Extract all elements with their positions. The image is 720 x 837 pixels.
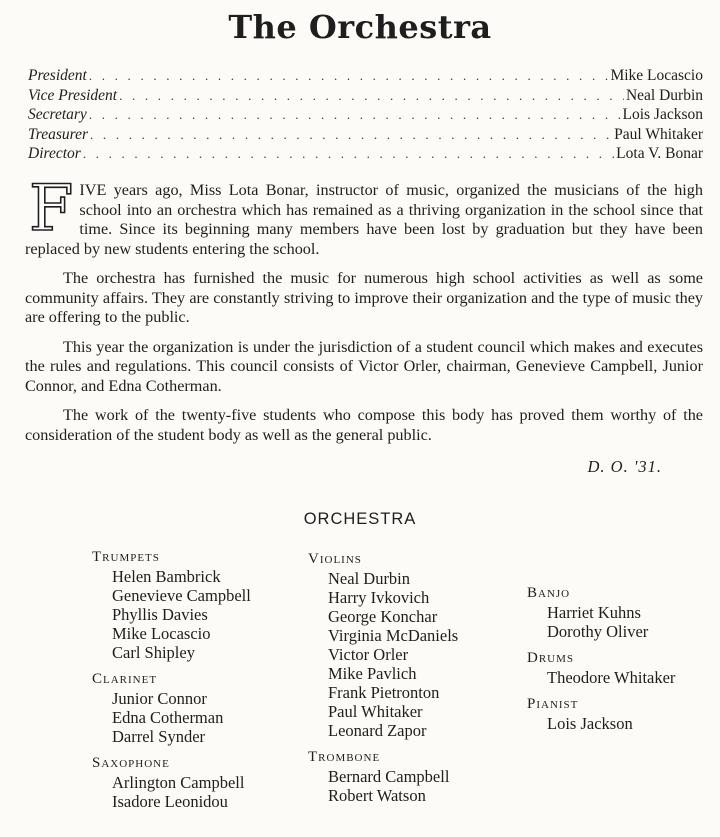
member-name: Bernard Campbell xyxy=(328,767,450,786)
member-name: Paul Whitaker xyxy=(328,702,423,721)
member-name: Helen Bambrick xyxy=(112,567,221,586)
section-title: Pianist xyxy=(527,696,579,712)
member-name: Phyllis Davies xyxy=(112,605,208,624)
paragraph-2: The orchestra has furnished the music for numerous high school activities as well as some community affairs. They are constantly striving to improve their organization and the type of music they are offering to the public. xyxy=(25,269,703,326)
member-name: George Konchar xyxy=(328,607,438,626)
officer-name: Mike Locascio xyxy=(610,67,703,84)
section-clarinet xyxy=(92,670,251,746)
roster-column-1 xyxy=(92,548,251,819)
member-name: Theodore Whitaker xyxy=(547,668,676,687)
member-name: Mike Pavlich xyxy=(328,664,417,683)
member-name: Darrel Synder xyxy=(112,727,206,746)
leader-dots xyxy=(89,68,609,84)
roster-column-2 xyxy=(308,550,458,813)
officer-name: Neal Durbin xyxy=(625,86,703,104)
member-name: Genevieve Campbell xyxy=(112,586,251,605)
officer-name: Lois Jackson xyxy=(622,106,703,123)
member-name: Lois Jackson xyxy=(547,714,633,733)
author-signature: D. O. '31. xyxy=(587,457,662,476)
member-name: Victor Orler xyxy=(328,645,409,664)
officer-name: Paul Whitaker xyxy=(614,125,703,143)
officer-role: Secretary xyxy=(28,106,87,123)
leader-dots xyxy=(119,88,624,104)
officer-role: President xyxy=(28,67,87,84)
member-name: Harriet Kuhns xyxy=(547,603,641,622)
member-name: Virginia McDaniels xyxy=(328,626,459,645)
member-name: Carl Shipley xyxy=(112,643,195,662)
section-title: Drums xyxy=(527,650,575,666)
member-name: Edna Cotherman xyxy=(112,708,224,727)
section-title: Trumpets xyxy=(92,549,160,565)
roster-column-3 xyxy=(527,584,675,741)
section-title: Trombone xyxy=(308,749,381,765)
section-trombone xyxy=(308,748,458,805)
section-title: Saxophone xyxy=(92,755,170,771)
member-name: Neal Durbin xyxy=(328,569,411,588)
section-pianist xyxy=(527,695,675,733)
officer-row-president xyxy=(28,67,703,87)
article-body xyxy=(25,172,703,455)
section-banjo xyxy=(527,584,675,641)
officer-role: Vice President xyxy=(28,86,118,104)
officer-role: Treasurer xyxy=(28,125,89,143)
member-name: Arlington Campbell xyxy=(112,773,245,792)
paragraph-1 xyxy=(25,172,703,259)
member-name: Mike Locascio xyxy=(112,624,211,643)
section-title: Violins xyxy=(308,551,362,567)
drop-cap: F xyxy=(29,172,74,246)
member-name: Dorothy Oliver xyxy=(547,622,649,641)
member-name: Isadore Leonidou xyxy=(112,792,228,811)
section-title: Clarinet xyxy=(92,671,158,687)
member-name: Robert Watson xyxy=(328,786,426,805)
member-name: Leonard Zapor xyxy=(328,721,427,740)
officer-row-secretary xyxy=(28,106,703,126)
member-name: Harry Ivkovich xyxy=(328,588,430,607)
leader-dots xyxy=(90,127,612,143)
section-title: Banjo xyxy=(527,585,571,601)
officer-row-director xyxy=(28,145,703,165)
paragraph-4: The work of the twenty-five students who compose this body has proved them worthy of the consideration of the student body as well as the general public. xyxy=(25,406,703,444)
officer-row-vice-president xyxy=(28,87,703,107)
roster-heading: ORCHESTRA xyxy=(303,510,417,528)
leader-dots xyxy=(83,146,614,162)
officer-role: Director xyxy=(28,145,81,162)
paragraph-1-text: IVE years ago, Miss Lota Bonar, instructor of music, organized the musicians of the high school into an orchestra which has remained as a thriving organization in the school since that time. Since its beginning many members have been lost by graduation but they have been replaced by new students entering the school. xyxy=(25,181,703,258)
section-trumpets xyxy=(92,548,251,662)
section-saxophone xyxy=(92,754,251,811)
member-name: Frank Pietronton xyxy=(328,683,440,702)
officer-row-treasurer xyxy=(28,126,703,146)
member-name: Junior Connor xyxy=(112,689,207,708)
leader-dots xyxy=(89,107,621,123)
section-drums xyxy=(527,649,675,687)
officers-list xyxy=(28,67,703,165)
page-title: The Orchestra xyxy=(228,8,492,46)
section-violins xyxy=(308,550,458,740)
officer-name: Lota V. Bonar xyxy=(616,145,703,162)
paragraph-3: This year the organization is under the jurisdiction of a student council which makes and executes the rules and regulations. This council consists of Victor Orler, chairman, Genevieve Campbell, Junior Connor, and Edna Cotherman. xyxy=(25,337,703,395)
